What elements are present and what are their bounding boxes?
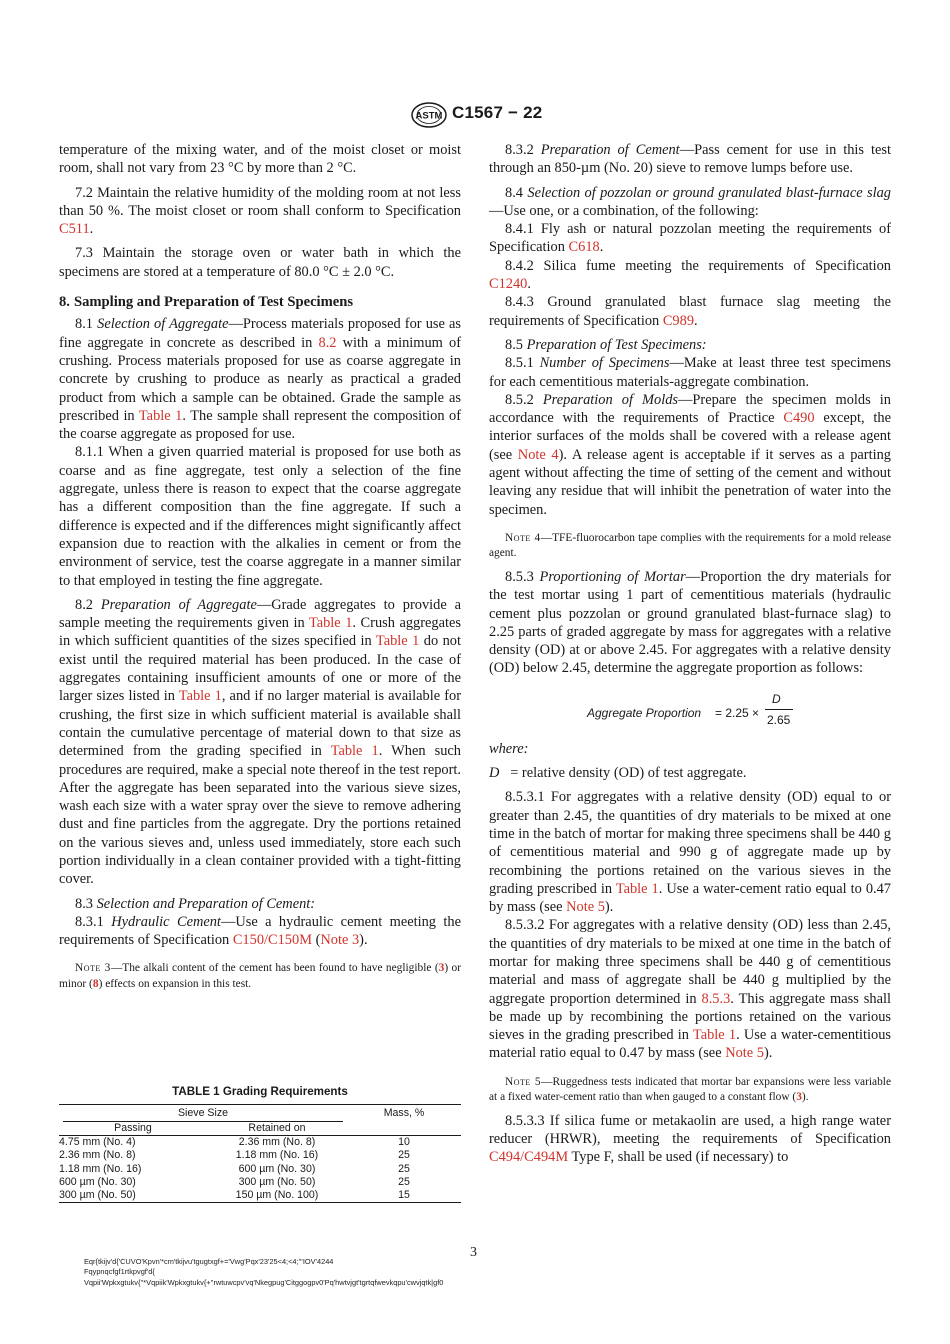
variable-definition: D = relative density (OD) of test aggregate. (489, 765, 747, 782)
grading-table (59, 1104, 461, 1203)
header-sieve-size: Sieve Size (59, 1105, 347, 1123)
cell-mass: 10 (398, 1136, 410, 1148)
link-note-4[interactable]: Note 4 (517, 446, 559, 463)
paragraph-8-3-1: 8.3.1 Hydraulic Cement—Use a hydraulic cement meeting the requirements of Specification C150/C150M (Note 3). (59, 913, 461, 949)
paragraph-8-5-1: 8.5.1 Number of Specimens—Make at least three test specimens for each cementitious materials-aggregate combination. (489, 355, 892, 390)
link-table-1[interactable]: Table 1 (692, 1027, 737, 1044)
link-c490[interactable]: C490 (783, 410, 815, 427)
astm-logo (410, 102, 448, 128)
link-c1240[interactable]: C1240 (489, 276, 528, 293)
paragraph-8-5-3: 8.5.3 Proportioning of Mortar—Proportion the dry materials for the test mortar using 1 part of cementitious materials (hydraulic cement plus pozzolan or ground granulated blast-furnace slag) to 2.25 parts of graded aggregate by mass for aggregates with a relative density (OD) at or above 2.45. For aggregates with a relative density (OD) below 2.45, determine the aggregate proportion as follows: (489, 568, 891, 677)
table-row (59, 1163, 461, 1176)
cell-retained: 150 µm (No. 100) (235, 1189, 319, 1202)
link-table-1[interactable]: Table 1 (138, 407, 183, 424)
document-id: C1567 − 22 (452, 103, 543, 122)
astm-logo-text: ASTM (415, 110, 443, 122)
page-number: 3 (470, 1245, 477, 1260)
link-c494[interactable]: C494/C494M (489, 1149, 569, 1166)
cell-passing: 600 µm (No. 30) (59, 1175, 136, 1188)
ref-3[interactable]: 3 (796, 1091, 802, 1104)
link-c150[interactable]: C150/C150M (232, 932, 312, 949)
left-column (59, 141, 461, 992)
table-title: TABLE 1 Grading Requirements (172, 1085, 348, 1098)
header-passing: Passing (114, 1122, 152, 1134)
link-table-1[interactable]: Table 1 (375, 633, 420, 650)
cell-mass: 25 (398, 1162, 410, 1175)
cell-passing: 1.18 mm (No. 16) (59, 1162, 142, 1175)
ref-3[interactable]: 3 (438, 962, 445, 975)
footer-line-3: Vqpii'Wpkxgtukv{''*Vqpiik'Wpkxgtukv{+''rwtuwcpv'vq'Nkegpug'Citggogpv0'Pq'hwtvjgt'tgrtqfwevkqpu'cwvjqtk|gf0 (84, 1277, 444, 1287)
paragraph-8-5: 8.5 Preparation of Test Specimens: (505, 336, 707, 353)
equation-denominator: 2.65 (767, 712, 791, 727)
link-8-5-3[interactable]: 8.5.3 (701, 990, 731, 1007)
paragraph-7-2: 7.2 Maintain the relative humidity of the molding room at not less than 50 %. The moist closet or room shall conform to Specification C511. (59, 184, 461, 238)
section-8-heading: 8. Sampling and Preparation of Test Specimens (59, 294, 354, 311)
paragraph-8-4-3: 8.4.3 Ground granulated blast furnace slag meeting the requirements of Specification C989. (489, 294, 891, 329)
aggregate-proportion-equation (489, 692, 891, 732)
header-mass: Mass, % (383, 1107, 425, 1119)
cell-retained: 300 µm (No. 50) (238, 1175, 316, 1188)
paragraph-8-2: 8.2 Preparation of Aggregate—Grade aggregates to provide a sample meeting the requirements given in Table 1. Crush aggregates in which sufficient quantities of the sizes specified in Table 1 do not exist until the required material has been produced. In the case of aggregates containing insufficient amounts of one or more of the larger sizes listed in Table 1, and if no larger material is available for crushing, the first size in which sufficient material is available shall contain the cumulative percentage of material down to that size as determined from the grading specified in Table 1. When such procedures are required, make a special note thereof in the test report. After the aggregate has been separated into the various sieve sizes, wash each size with a water spray over the sieve to remove adhering dust and fine particles from the aggregate. Dry the portions retained on the various sieves and, unless used immediately, store each such portion individually in a clean container provided with a tight-fitting cover. (59, 596, 461, 888)
note-3: Note 3—The alkali content of the cement has been found to have negligible (3) or minor (8) effects on expansion in this test. (59, 962, 461, 990)
paragraph-8-1-1: 8.1.1 When a given quarried material is proposed for use both as coarse and as fine aggregate, test only a selection of the fine aggregate, unless there is reason to expect that the coarse aggregate has a different composition than the fine aggregate. If such a difference is expected and if the differences might significantly affect expansion due to reaction with the alkalies in cement or from the environment of service, test the coarse aggregate in a manner similar to that employed in testing the fine aggregate. (59, 444, 461, 589)
note-5: Note 5—Ruggedness tests indicated that mortar bar expansions were less variable at a fixed water-cement ratio than when gauged to a constant flow (3). (489, 1075, 891, 1104)
link-note-5[interactable]: Note 5 (725, 1045, 764, 1062)
cell-passing: 2.36 mm (No. 8) (59, 1149, 136, 1162)
link-c989[interactable]: C989 (662, 312, 695, 329)
equation-coefficient: = 2.25 × (715, 705, 760, 720)
link-c511[interactable]: C511 (59, 221, 90, 238)
cell-retained: 600 µm (No. 30) (238, 1162, 316, 1175)
note-4: Note 4—TFE-fluorocarbon tape complies with the requirements for a mold release agent. (489, 531, 892, 560)
table-row (59, 1176, 461, 1189)
cell-mass: 15 (398, 1189, 410, 1202)
paragraph-8-4-1: 8.4.1 Fly ash or natural pozzolan meeting the requirements of Specification C618. (489, 221, 891, 256)
link-table-1[interactable]: Table 1 (330, 743, 379, 760)
paragraph-8-5-2: 8.5.2 Preparation of Molds—Prepare the specimen molds in accordance with the requirements of Practice C490 except, the interior surfaces of the molds shall be covered with a release agent (see Note 4). A release agent is acceptable if it serves as a parting agent without affecting the time of setting of the cement and without leaving any residue that will inhibit the penetration of water into the specimen. (489, 391, 891, 518)
link-table-1[interactable]: Table 1 (615, 880, 659, 897)
cell-mass: 25 (398, 1149, 410, 1162)
paragraph-8-5-3-2: 8.5.3.2 For aggregates with a relative density (OD) less than 2.45, the quantities of dry materials to be mixed at one time in the batch of mortar for making three specimens shall be 440 g of cementitious material and mass of aggregate shall be 440 g multiplied by the aggregate proportion determined in 8.5.3. This aggregate mass shall be made up by recombining the portions retained on the various sieves in the grading prescribed in Table 1. Use a water-cementitious material ratio equal to 0.47 by mass (see Note 5). (489, 917, 891, 1062)
paragraph-8-3-2: 8.3.2 Preparation of Cement—Pass cement for use in this test through an 850-µm (No. 20) sieve to remove lumps before use. (489, 142, 891, 177)
paragraph-8-4: 8.4 Selection of pozzolan or ground granulated blast-furnace slag—Use one, or a combination, of the following: (489, 184, 891, 219)
where-label: where: (489, 740, 529, 757)
paragraph-8-5-3-3: 8.5.3.3 If silica fume or metakaolin are used, a high range water reducer (HRWR), meeting the requirements of Specification C494/C494M Type F, shall be used (if necessary) to (489, 1112, 891, 1166)
link-8-2[interactable]: 8.2 (318, 334, 337, 351)
link-table-1[interactable]: Table 1 (178, 688, 222, 705)
ref-8[interactable]: 8 (92, 977, 99, 990)
footer-line-2: Fqypnqcfgf1rtkpvgf'd{ (84, 1267, 155, 1277)
page-header (0, 100, 950, 130)
equation-lhs: Aggregate Proportion (587, 705, 702, 720)
cell-passing: 4.75 mm (No. 4) (59, 1136, 136, 1148)
license-footer (84, 1257, 443, 1288)
paragraph-8-3: 8.3 Selection and Preparation of Cement: (75, 895, 316, 912)
cell-mass: 25 (398, 1175, 410, 1188)
table-row (59, 1149, 461, 1162)
cell-retained: 2.36 mm (No. 8) (238, 1136, 316, 1148)
fraction-bar (765, 709, 793, 710)
paragraph-8-1: 8.1 Selection of Aggregate—Process materials proposed for use as fine aggregate in concrete as described in 8.2 with a minimum of crushing. Process materials proposed for use as coarse aggregate in concrete by crushing to produce as nearly as practical a graded product from which a sample can be obtained. Grade the sample as prescribed in Table 1. The sample shall represent the composition of the coarse aggregate as proposed for use. (59, 316, 462, 443)
paragraph-7-3: 7.3 Maintain the storage oven or water bath in which the specimens are stored at a temperature of 80.0 °C ± 2.0 °C. (59, 245, 461, 280)
table-1 (59, 1085, 461, 1203)
link-c618[interactable]: C618 (568, 239, 600, 256)
link-table-1[interactable]: Table 1 (308, 615, 353, 632)
footer-line-1: Eqr{tkijv'd{'CUVO'Kpvn'*cm'tkijvu'tgugtxgf+='Vwg'Pqx'23'25<4;<4;'''IOV'4244 (84, 1257, 334, 1266)
right-column (489, 141, 891, 1167)
paragraph-7-1-continued: temperature of the mixing water, and of the moist closet or moist room, shall not vary from 23 °C by more than 2 °C. (59, 142, 461, 177)
table-row (59, 1136, 461, 1150)
cell-passing: 300 µm (No. 50) (59, 1189, 136, 1202)
paragraph-8-4-2: 8.4.2 Silica fume meeting the requirements of Specification C1240. (489, 257, 891, 293)
table-row (59, 1189, 461, 1203)
paragraph-8-5-3-1: 8.5.3.1 For aggregates with a relative density (OD) equal to or greater than 2.45, the quantities of dry materials to be mixed at one time in the batch of mortar for making three specimens shall be 440 g of cementitious material and 990 g of aggregate made up by recombining the portions retained on the various sieves in the grading prescribed in Table 1. Use a water-cement ratio equal to 0.47 by mass (see Note 5). (489, 789, 891, 916)
equation-numerator: D (772, 691, 781, 706)
link-note-5[interactable]: Note 5 (566, 899, 605, 916)
cell-retained: 1.18 mm (No. 16) (235, 1149, 319, 1162)
header-retained: Retained on (248, 1122, 306, 1134)
link-note-3[interactable]: Note 3 (320, 932, 360, 949)
